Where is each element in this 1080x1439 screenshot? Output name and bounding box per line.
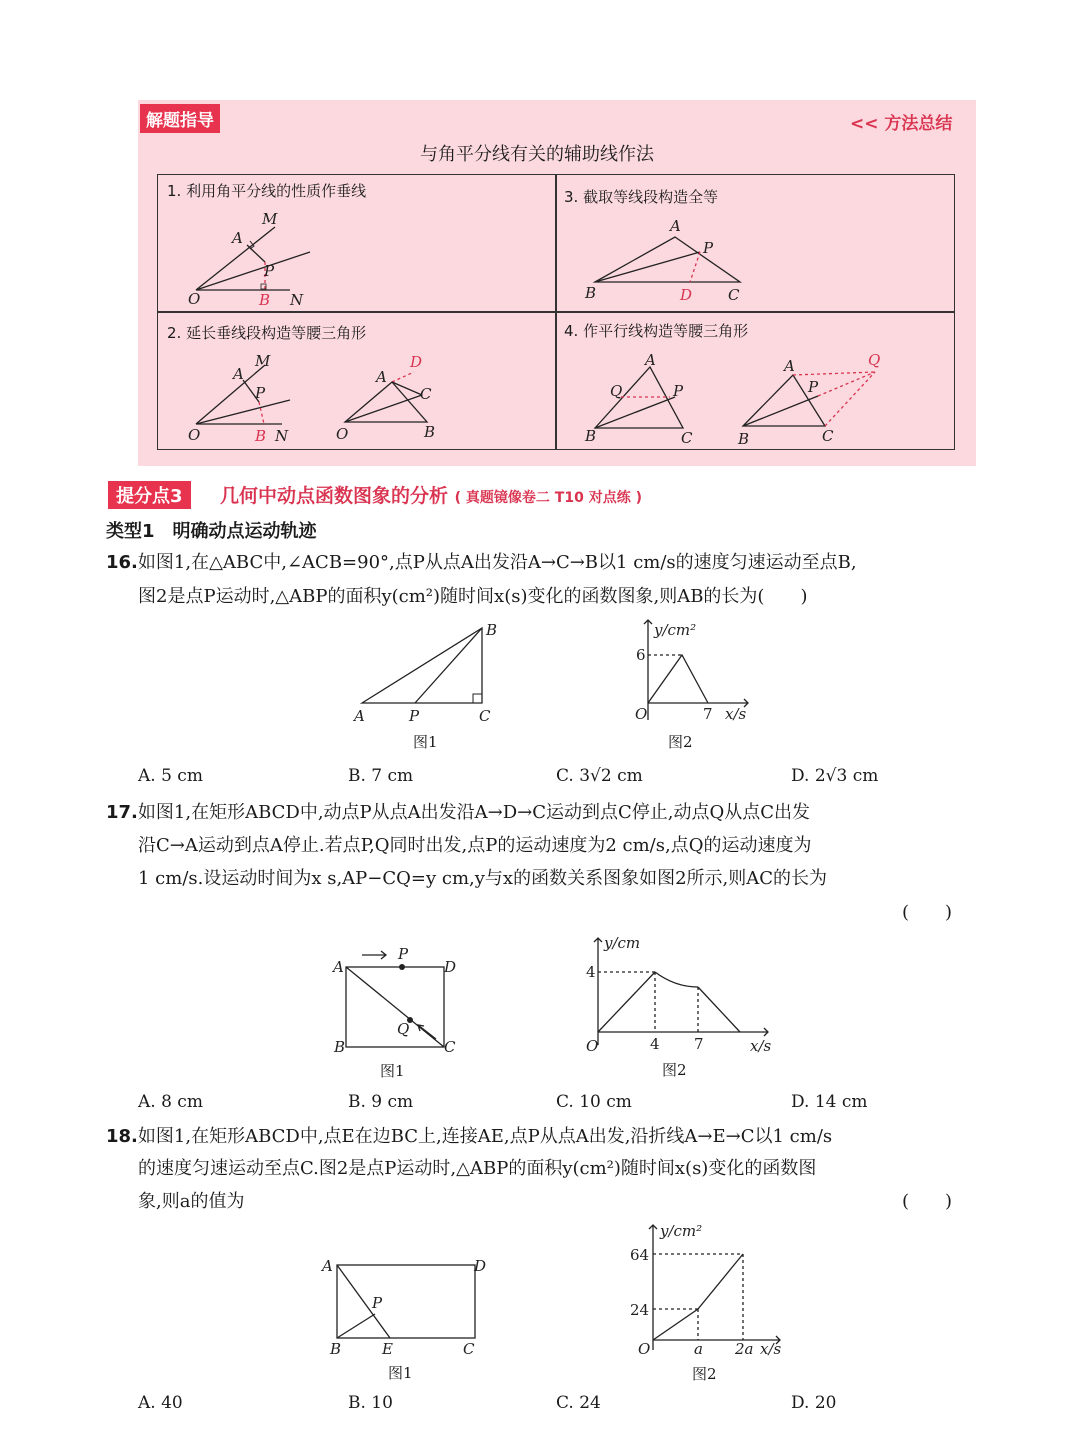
- svg-text:C: C: [479, 707, 491, 725]
- svg-text:A: A: [376, 368, 387, 386]
- q18-line2: 的速度匀速运动至点C.图2是点P运动时,△ABP的面积y(cm²)随时间x(s)变化的函数图: [138, 1158, 817, 1179]
- svg-text:y/cm: y/cm: [604, 935, 641, 952]
- method-figures: [0, 0, 1080, 470]
- q16-option-b[interactable]: B. 7 cm: [348, 766, 414, 786]
- q17-line1: 17.如图1,在矩形ABCD中,动点P从点A出发沿A→D→C运动到点C停止,动点Q从点C出发: [106, 802, 811, 823]
- svg-text:A: A: [322, 1257, 333, 1275]
- svg-text:B: B: [486, 621, 498, 639]
- q17-option-b[interactable]: B. 9 cm: [348, 1092, 414, 1112]
- svg-text:x/s: x/s: [725, 705, 747, 723]
- q18-option-d[interactable]: D. 20: [791, 1393, 837, 1413]
- svg-text:B: B: [738, 430, 750, 448]
- q16-line1: 16.如图1,在△ABC中,∠ACB=90°,点P从点A出发沿A→C→B以1 cm/s的速度匀速运动至点B,: [106, 552, 857, 573]
- q18-option-a[interactable]: A. 40: [138, 1393, 183, 1413]
- svg-text:Q: Q: [397, 1020, 410, 1038]
- q18-fig2-caption: 图2: [692, 1365, 717, 1383]
- q16-option-a[interactable]: A. 5 cm: [138, 766, 203, 786]
- svg-text:24: 24: [630, 1301, 650, 1319]
- svg-text:O: O: [586, 1037, 599, 1055]
- svg-text:C: C: [822, 427, 834, 445]
- q16-figures: [340, 615, 780, 755]
- svg-text:4: 4: [650, 1035, 660, 1053]
- svg-text:B: B: [585, 284, 597, 302]
- svg-text:B: B: [334, 1038, 346, 1056]
- method-2-title: 2. 延长垂线段构造等腰三角形: [167, 324, 367, 342]
- q16-line2: 图2是点P运动时,△ABP的面积y(cm²)随时间x(s)变化的函数图象,则AB的长为( ): [138, 586, 808, 607]
- q17-fig1-caption: 图1: [380, 1062, 405, 1080]
- svg-text:M: M: [255, 352, 271, 370]
- svg-text:4: 4: [586, 963, 596, 981]
- q16-fig1-caption: 图1: [413, 733, 438, 751]
- svg-text:C: C: [444, 1038, 456, 1056]
- q18-option-b[interactable]: B. 10: [348, 1393, 393, 1413]
- q17-option-d[interactable]: D. 14 cm: [791, 1092, 868, 1112]
- q17-line3: 1 cm/s.设运动时间为x s,AP−CQ=y cm,y与x的函数关系图象如图2所示,则AC的长为: [138, 868, 828, 889]
- svg-text:7: 7: [694, 1035, 704, 1053]
- svg-text:C: C: [463, 1340, 475, 1358]
- q18-answer-paren: ( ): [902, 1191, 953, 1212]
- method-1-title: 1. 利用角平分线的性质作垂线: [167, 182, 367, 200]
- svg-text:A: A: [333, 958, 344, 976]
- section-tag: 提分点3: [108, 481, 191, 509]
- svg-text:M: M: [262, 210, 278, 228]
- method-summary: << 方法总结: [850, 114, 953, 134]
- svg-text:64: 64: [630, 1246, 650, 1264]
- svg-text:O: O: [336, 425, 349, 443]
- q18-option-c[interactable]: C. 24: [556, 1393, 601, 1413]
- q16-option-c[interactable]: C. 3√2 cm: [556, 766, 643, 786]
- svg-text:P: P: [372, 1294, 383, 1312]
- svg-text:x/s: x/s: [750, 1037, 772, 1055]
- figure-method-3: [595, 237, 740, 282]
- q18-line3: 象,则a的值为: [138, 1191, 245, 1212]
- svg-text:O: O: [635, 705, 648, 723]
- svg-text:B: B: [424, 423, 436, 441]
- svg-text:y/cm²: y/cm²: [660, 1222, 703, 1240]
- svg-text:A: A: [233, 365, 244, 383]
- svg-text:D: D: [680, 286, 693, 304]
- svg-text:E: E: [382, 1340, 393, 1358]
- svg-text:Q: Q: [610, 382, 623, 400]
- q17-answer-paren: ( ): [902, 902, 953, 923]
- svg-text:N: N: [290, 291, 304, 309]
- q17-figures: [320, 935, 790, 1065]
- method-3-title: 3. 截取等线段构造全等: [564, 188, 719, 206]
- svg-text:B: B: [585, 427, 597, 445]
- svg-text:6: 6: [636, 646, 646, 664]
- svg-text:C: C: [728, 286, 740, 304]
- svg-text:P: P: [398, 945, 409, 963]
- q17-fig2-caption: 图2: [662, 1061, 687, 1079]
- svg-text:A: A: [354, 707, 365, 725]
- svg-text:A: A: [670, 217, 681, 235]
- svg-text:C: C: [681, 429, 693, 447]
- method-4-title: 4. 作平行线构造等腰三角形: [564, 322, 749, 340]
- svg-text:B: B: [255, 427, 267, 445]
- figure-method-1: [196, 227, 310, 290]
- svg-text:a: a: [694, 1340, 703, 1358]
- svg-text:7: 7: [703, 705, 713, 723]
- figure-method-4a: [595, 367, 683, 428]
- svg-text:B: B: [259, 291, 271, 309]
- svg-text:P: P: [703, 239, 714, 257]
- svg-text:Q: Q: [868, 351, 881, 369]
- svg-text:D: D: [410, 353, 423, 371]
- q16-fig2-caption: 图2: [668, 733, 693, 751]
- q18-fig1-caption: 图1: [388, 1364, 413, 1382]
- guide-tag: 解题指导: [140, 104, 220, 133]
- svg-text:O: O: [638, 1340, 651, 1358]
- guide-title: 与角平分线有关的辅助线作法: [420, 144, 654, 165]
- q17-option-c[interactable]: C. 10 cm: [556, 1092, 632, 1112]
- svg-text:x/s: x/s: [760, 1340, 782, 1358]
- q17-line2: 沿C→A运动到点A停止.若点P,Q同时出发,点P的运动速度为2 cm/s,点Q的运动速度为: [138, 835, 812, 856]
- svg-text:y/cm²: y/cm²: [654, 621, 697, 639]
- svg-text:D: D: [474, 1257, 487, 1275]
- svg-text:C: C: [420, 385, 432, 403]
- svg-text:P: P: [264, 262, 275, 280]
- svg-text:O: O: [188, 290, 201, 308]
- svg-text:A: A: [232, 229, 243, 247]
- section-title: 几何中动点函数图象的分析 ( 真题镜像卷二 T10 对点练 ): [220, 485, 642, 507]
- q18-figures: [310, 1220, 800, 1360]
- q18-line1: 18.如图1,在矩形ABCD中,点E在边BC上,连接AE,点P从点A出发,沿折线A→E→C以1 cm/s: [106, 1126, 833, 1147]
- svg-text:2a: 2a: [735, 1340, 754, 1358]
- svg-text:N: N: [275, 427, 289, 445]
- q16-option-d[interactable]: D. 2√3 cm: [791, 766, 879, 786]
- svg-text:D: D: [444, 958, 457, 976]
- svg-text:O: O: [188, 426, 201, 444]
- q17-option-a[interactable]: A. 8 cm: [138, 1092, 203, 1112]
- type-heading: 类型1 明确动点运动轨迹: [106, 521, 317, 542]
- svg-text:P: P: [409, 707, 420, 725]
- svg-text:A: A: [784, 357, 795, 375]
- svg-text:A: A: [645, 351, 656, 369]
- svg-text:B: B: [330, 1340, 342, 1358]
- svg-text:P: P: [255, 384, 266, 402]
- svg-text:P: P: [673, 382, 684, 400]
- svg-text:P: P: [808, 378, 819, 396]
